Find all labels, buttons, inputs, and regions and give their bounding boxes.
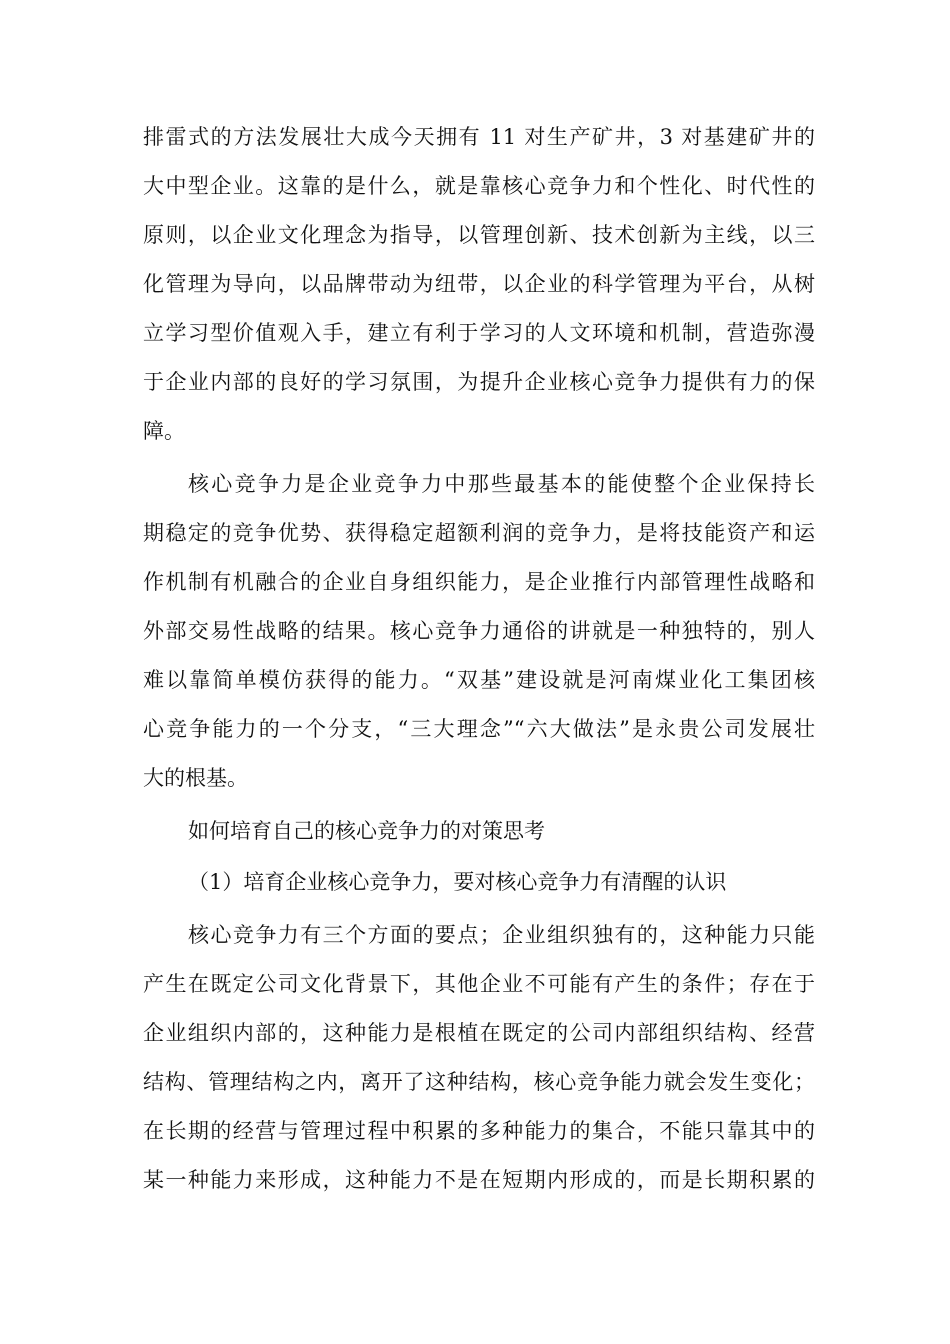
paragraph-line: 立学习型价值观入手，建立有利于学习的人文环境和机制，营造弥漫 (143, 321, 815, 345)
paragraph-line: 原则，以企业文化理念为指导，以管理创新、技术创新为主线，以三 (143, 223, 815, 247)
paragraph-line: 作机制有机融合的企业自身组织能力，是企业推行内部管理性战略和 (143, 570, 815, 594)
paragraph-line: 期稳定的竞争优势、获得稳定超额利润的竞争力，是将技能资产和运 (143, 521, 815, 545)
paragraph-line: 某一种能力来形成，这种能力不是在短期内形成的，而是长期积累的 (143, 1168, 815, 1192)
paragraph-line: 于企业内部的良好的学习氛围，为提升企业核心竞争力提供有力的保 (143, 370, 815, 394)
paragraph-line: 障。 (143, 419, 185, 443)
paragraph-line: 大中型企业。这靠的是什么，就是靠核心竞争力和个性化、时代性的 (143, 174, 815, 198)
paragraph-line: 结构、管理结构之内，离开了这种结构，核心竞争能力就会发生变化； (143, 1070, 815, 1094)
paragraph-line: 大的根基。 (143, 766, 248, 790)
paragraph-line: 化管理为导向，以品牌带动为纽带，以企业的科学管理为平台，从树 (143, 272, 815, 296)
paragraph-line: 企业组织内部的，这种能力是根植在既定的公司内部组织结构、经营 (143, 1021, 815, 1045)
paragraph-line: 核心竞争力是企业竞争力中那些最基本的能使整个企业保持长 (188, 472, 815, 496)
paragraph-line: 在长期的经营与管理过程中积累的多种能力的集合，不能只靠其中的 (143, 1119, 815, 1143)
paragraph-line: 排雷式的方法发展壮大成今天拥有 11 对生产矿井，3 对基建矿井的 (143, 125, 815, 149)
paragraph-line: 心竞争能力的一个分支，“三大理念”“六大做法”是永贵公司发展壮 (143, 717, 815, 741)
paragraph-line: 产生在既定公司文化背景下，其他企业不可能有产生的条件；存在于 (143, 972, 815, 996)
paragraph-line: 难以靠简单模仿获得的能力。“双基”建设就是河南煤业化工集团核 (143, 668, 815, 692)
section-heading: 如何培育自己的核心竞争力的对策思考 (188, 819, 545, 843)
paragraph-line: 外部交易性战略的结果。核心竞争力通俗的讲就是一种独特的，别人 (143, 619, 815, 643)
section-subheading: （1）培育企业核心竞争力，要对核心竞争力有清醒的认识 (188, 870, 727, 894)
paragraph-line: 核心竞争力有三个方面的要点；企业组织独有的，这种能力只能 (188, 923, 815, 947)
